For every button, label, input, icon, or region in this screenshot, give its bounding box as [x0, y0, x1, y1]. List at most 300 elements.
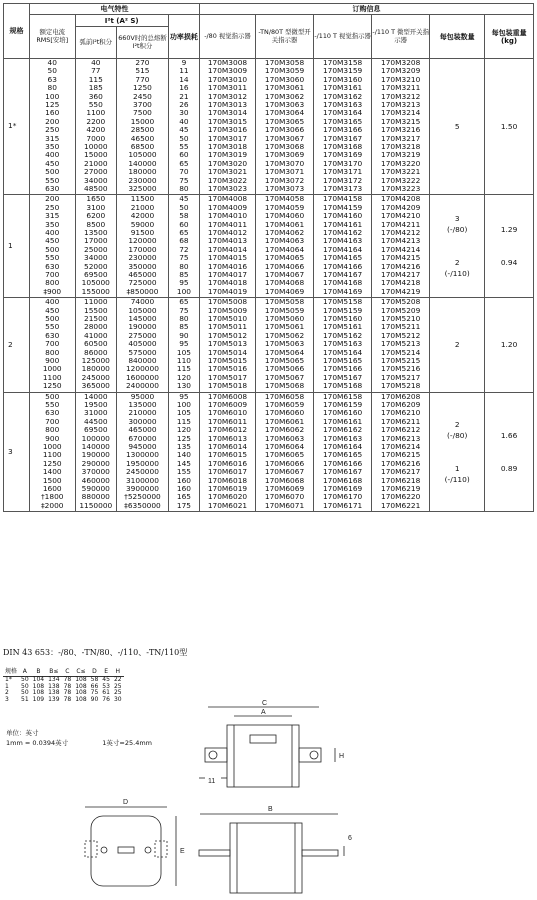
dimension-header-cell: H	[112, 669, 124, 676]
cell-prearc: 245000	[81, 372, 110, 382]
cell-tn110: 170M3215	[381, 116, 421, 126]
cell-prearc: 1650	[86, 194, 106, 204]
column-tn110	[372, 59, 430, 195]
column-c110	[314, 392, 372, 512]
cell-total: 91500	[130, 228, 155, 238]
cell-c80: 170M5014	[207, 347, 248, 357]
cell-c110: 170M5164	[322, 347, 363, 357]
cell-prearc: 140000	[81, 442, 110, 452]
column-prearc	[75, 195, 116, 298]
cell-prearc: 880000	[81, 492, 110, 502]
cell-tn110: 170M3223	[381, 184, 421, 194]
dimension-cell: 108	[75, 696, 87, 704]
cell-c110: 170M6167	[322, 467, 363, 477]
cell-tn80: 170M4065	[264, 253, 305, 263]
dimension-cell: 108	[75, 682, 87, 690]
label-b: B	[268, 806, 273, 813]
cell-c80: 170M5015	[207, 356, 248, 366]
cell-total: 170000	[128, 244, 157, 254]
cell-c110: 170M4158	[322, 194, 363, 204]
cell-tn80: 170M4066	[264, 261, 305, 271]
column-c80	[199, 298, 255, 392]
cell-total: 1300000	[125, 450, 159, 460]
cell-tn80: 170M4058	[264, 194, 305, 204]
header-c110: -/110 T 视觉指示器	[314, 15, 372, 59]
cell-c110: 170M3160	[322, 74, 363, 84]
column-c110	[314, 59, 372, 195]
cell-loss: 80	[179, 314, 189, 323]
cell-prearc: 4200	[86, 125, 106, 135]
cell-prearc: 13500	[84, 228, 108, 238]
cell-current: 160	[45, 108, 60, 118]
dimension-cell: 51	[21, 696, 29, 704]
cell-prearc: 41000	[84, 330, 108, 340]
cell-prearc: 550	[88, 100, 103, 110]
cell-current: ‡900	[43, 286, 62, 296]
cell-c110: 170M3167	[322, 133, 363, 143]
cell-c110: 170M4163	[322, 236, 363, 246]
rms-label: RMS[安培]	[36, 35, 69, 44]
cell-prearc: 290000	[81, 458, 110, 468]
column-prearc	[75, 392, 116, 512]
cell-loss: 72	[179, 244, 189, 254]
fuse-dimension-drawing	[0, 690, 537, 900]
cell-prearc: 25000	[84, 244, 108, 254]
cell-loss: 68	[179, 236, 189, 246]
dimension-cell: 50	[21, 682, 29, 690]
cell-current: 1250	[42, 381, 62, 391]
cell-c80: 170M5016	[207, 364, 248, 374]
cell-tn110: 170M5212	[381, 330, 421, 340]
cell-prearc: 69500	[84, 425, 108, 435]
cell-c110: 170M4166	[322, 261, 363, 271]
cell-loss: 16	[179, 83, 189, 93]
dimension-cell: 53	[102, 682, 110, 690]
cell-prearc: 8500	[86, 219, 106, 229]
cell-prearc: 6200	[86, 211, 106, 221]
dimension-cell: 134	[48, 675, 60, 683]
cell-c110: 170M4168	[322, 278, 363, 288]
cell-c110: 170M5158	[322, 297, 363, 307]
pack-weight	[485, 195, 534, 298]
cell-total: 105000	[128, 150, 157, 160]
cell-prearc: 48500	[84, 184, 108, 194]
inch-to-mm: 1英寸=25.4mm	[102, 739, 152, 747]
cell-tn110: 170M6213	[381, 433, 421, 443]
cell-current: 630	[45, 261, 60, 271]
cell-tn80: 170M3073	[264, 184, 305, 194]
cell-tn80: 170M3069	[264, 150, 305, 160]
cell-total: 770	[135, 74, 150, 84]
cell-tn80: 170M3064	[264, 108, 305, 118]
column-total	[117, 392, 169, 512]
cell-c110: 170M6171	[322, 500, 363, 510]
cell-loss: 50	[179, 133, 189, 143]
cell-tn110: 170M5213	[381, 339, 421, 349]
cell-tn80: 170M4063	[264, 236, 305, 246]
cell-loss: 58	[179, 211, 189, 221]
cell-prearc: 7000	[86, 133, 106, 143]
cell-loss: 160	[176, 484, 191, 494]
cell-tn110: 170M4219	[381, 286, 421, 296]
cell-c110: 170M6159	[322, 399, 363, 409]
cell-c80: 170M3020	[207, 158, 248, 168]
cell-current: 200	[45, 194, 60, 204]
cell-loss: 80	[179, 184, 189, 194]
cell-tn110: 170M3209	[381, 66, 421, 76]
cell-tn80: 170M3070	[264, 158, 305, 168]
cell-loss: 165	[176, 492, 191, 502]
cell-current: 630	[45, 330, 60, 340]
cell-loss: 30	[179, 108, 189, 118]
cell-current: 630	[45, 408, 60, 418]
cell-total: 405000	[128, 339, 157, 349]
size-cell: 2	[4, 298, 30, 392]
cell-tn110: 170M4209	[381, 202, 421, 212]
dimension-cell: 78	[63, 675, 72, 683]
cell-c80: 170M3013	[207, 100, 248, 110]
cell-current: 80	[47, 83, 57, 93]
header-pack-weight: 每包装重量 (kg)	[485, 15, 534, 59]
cell-prearc: 27000	[84, 167, 108, 177]
cell-tn110: 170M4215	[381, 253, 421, 263]
cell-prearc: 360	[88, 91, 103, 101]
column-tn80	[255, 195, 313, 298]
cell-total: 275000	[128, 330, 157, 340]
cell-c80: 170M4008	[207, 194, 248, 204]
cell-tn110: 170M4208	[381, 194, 421, 204]
column-current	[29, 59, 75, 195]
cell-c110: 170M6163	[322, 433, 363, 443]
cell-tn110: 170M5216	[381, 364, 421, 374]
unit-label: 单位：英寸	[6, 729, 39, 737]
cell-current: 800	[45, 425, 60, 435]
cell-loss: 60	[179, 150, 189, 160]
column-total	[117, 195, 169, 298]
cell-c110: 170M3171	[322, 167, 363, 177]
cell-c80: 170M6017	[207, 467, 248, 477]
cell-c110: 170M6164	[322, 442, 363, 452]
rated-current-label: 额定电流	[39, 28, 66, 37]
cell-total: 945000	[128, 442, 157, 452]
cell-prearc: 11000	[84, 297, 108, 307]
cell-current: 250	[45, 202, 60, 212]
cell-loss: 21	[179, 91, 189, 101]
cell-current: 700	[45, 416, 60, 426]
column-tn80	[255, 298, 313, 392]
cell-c110: 170M5168	[322, 381, 363, 391]
cell-tn80: 170M5058	[264, 297, 305, 307]
cell-loss: 140	[176, 450, 191, 460]
cell-current: 450	[45, 236, 60, 246]
cell-tn80: 170M3066	[264, 125, 305, 135]
cell-c80: 170M3023	[207, 184, 248, 194]
cell-c80: 170M4010	[207, 211, 248, 221]
cell-current: †1800	[40, 492, 64, 502]
cell-total: 3700	[133, 100, 152, 110]
cell-prearc: 365000	[81, 381, 110, 391]
cell-prearc: 21500	[84, 314, 108, 323]
cell-c110: 170M5160	[322, 314, 363, 323]
cell-tn80: 170M3058	[264, 58, 305, 67]
cell-total: 230000	[128, 253, 157, 263]
column-tn80	[255, 59, 313, 195]
cell-total: 190000	[128, 322, 157, 332]
cell-c80: 170M6015	[207, 450, 248, 460]
cell-c80: 170M4017	[207, 270, 248, 280]
cell-total: 145000	[128, 314, 157, 323]
cell-current: 50	[47, 66, 57, 76]
cell-prearc: 17000	[84, 236, 108, 246]
cell-prearc: 155000	[81, 286, 110, 296]
cell-tn110: 170M3208	[381, 58, 421, 67]
size-cell: 3	[4, 392, 30, 512]
dimension-cell: 108	[75, 689, 87, 697]
cell-c80: 170M3017	[207, 133, 248, 143]
cell-tn80: 170M4059	[264, 202, 305, 212]
dimension-cell: 108	[32, 682, 45, 690]
cell-loss: 26	[179, 100, 189, 110]
cell-loss: 135	[176, 442, 191, 452]
label-h: H	[339, 753, 345, 760]
pack-qty-value: 1	[454, 463, 460, 473]
cell-tn80: 170M4064	[264, 244, 305, 254]
label-c: C	[262, 700, 268, 707]
cell-prearc: 10000	[84, 142, 108, 152]
cell-current: 450	[45, 158, 60, 168]
cell-total: 95000	[130, 392, 155, 401]
cell-c110: 170M6162	[322, 425, 363, 435]
cell-prearc: 14000	[84, 392, 108, 401]
cell-tn80: 170M6060	[264, 408, 305, 418]
column-prearc	[75, 59, 116, 195]
column-tn110	[372, 195, 430, 298]
cell-loss: 95	[179, 339, 189, 349]
pack-weight	[485, 59, 534, 195]
pack-weight-value: 0.89	[500, 463, 518, 473]
cell-tn80: 170M3065	[264, 116, 305, 126]
cell-tn110: 170M4213	[381, 236, 421, 246]
cell-loss: 65	[179, 228, 189, 238]
cell-c110: 170M4161	[322, 219, 363, 229]
cell-current: 350	[45, 142, 60, 152]
cell-prearc: 60500	[84, 339, 108, 349]
pack-qty-value: (-/80)	[447, 430, 468, 440]
cell-loss: 145	[176, 458, 191, 468]
cell-c80: 170M4019	[207, 286, 248, 296]
cell-tn110: 170M5210	[381, 314, 421, 323]
cell-loss: 130	[176, 381, 191, 391]
cell-tn110: 170M4211	[381, 219, 421, 229]
cell-c80: 170M6016	[207, 458, 248, 468]
cell-loss: 9	[181, 58, 187, 67]
dimension-cell: 25	[113, 689, 122, 697]
cell-current: 700	[45, 270, 60, 280]
cell-prearc: 115	[88, 74, 103, 84]
header-pack-qty: 每包装数量	[430, 15, 485, 59]
cell-current: 500	[45, 314, 60, 323]
cell-c80: 170M4016	[207, 261, 248, 271]
column-loss	[168, 195, 199, 298]
size-cell: 1	[4, 195, 30, 298]
cell-total: 670000	[128, 433, 157, 443]
dimension-header-cell: B	[31, 669, 46, 676]
dimension-cell: 30	[113, 696, 122, 704]
cell-c110: 170M6169	[322, 484, 363, 494]
dimension-header-cell: E	[100, 669, 112, 676]
dimension-cell: 75	[90, 689, 99, 697]
cell-total: 1200000	[125, 364, 159, 374]
cell-total: 515	[135, 66, 150, 76]
cell-current: 315	[45, 211, 60, 221]
cell-prearc: 190000	[81, 450, 110, 460]
header-tn80: -TN/80T 型微型开关指示器	[255, 15, 313, 59]
cell-prearc: 40	[91, 58, 101, 67]
cell-current: 900	[45, 356, 60, 366]
cell-total: 28500	[130, 125, 155, 135]
cell-tn80: 170M4060	[264, 211, 305, 221]
cell-current: 550	[45, 175, 60, 185]
cell-total: 15000	[130, 116, 155, 126]
cell-tn110: 170M6217	[381, 467, 421, 477]
cell-total: 59000	[130, 219, 155, 229]
dimension-header-cell: D	[89, 669, 101, 676]
cell-prearc: 2200	[86, 116, 106, 126]
cell-loss: 155	[176, 467, 191, 477]
standard-note: DIN 43 653：-/80、-TN/80、-/110、-TN/110型	[3, 648, 188, 657]
cell-c80: 170M3014	[207, 108, 248, 118]
cell-total: 325000	[128, 184, 157, 194]
label-a: A	[261, 709, 266, 716]
cell-current: 800	[45, 347, 60, 357]
cell-current: 63	[47, 74, 57, 84]
pack-qty	[430, 392, 485, 512]
cell-current: 550	[45, 399, 60, 409]
cell-loss: 115	[176, 416, 191, 426]
cell-total: 105000	[128, 305, 157, 315]
cell-c80: 170M3016	[207, 125, 248, 135]
cell-prearc: 15000	[84, 150, 108, 160]
cell-c110: 170M5159	[322, 305, 363, 315]
cell-total: 3900000	[125, 484, 159, 494]
pack-weight-value: 1.66	[500, 430, 518, 440]
cell-tn110: 170M6219	[381, 484, 421, 494]
cell-tn80: 170M3059	[264, 66, 305, 76]
cell-tn110: 170M3213	[381, 100, 421, 110]
cell-loss: 125	[176, 433, 191, 443]
cell-prearc: 370000	[81, 467, 110, 477]
header-i2t: I²t (A² S)	[75, 15, 168, 27]
column-c110	[314, 298, 372, 392]
cell-prearc: 180000	[81, 364, 110, 374]
cell-tn80: 170M6071	[264, 500, 305, 510]
column-loss	[168, 59, 199, 195]
cell-c110: 170M3165	[322, 116, 363, 126]
cell-current: 400	[45, 297, 60, 307]
header-power-loss: 功率损耗	[168, 15, 199, 59]
cell-prearc: 15500	[84, 305, 108, 315]
cell-c80: 170M6021	[207, 500, 248, 510]
cell-tn80: 170M3071	[264, 167, 305, 177]
cell-c80: 170M6018	[207, 475, 248, 485]
cell-prearc: 86000	[84, 347, 108, 357]
cell-tn110: 170M6221	[381, 500, 421, 510]
cell-total: 210000	[128, 408, 157, 418]
cell-prearc: 28000	[84, 322, 108, 332]
cell-c110: 170M5163	[322, 339, 363, 349]
cell-tn80: 170M6069	[264, 484, 305, 494]
cell-loss: 11	[179, 66, 189, 76]
header-electrical: 电气特性	[29, 4, 199, 15]
column-loss	[168, 298, 199, 392]
cell-prearc: 19500	[84, 399, 108, 409]
cell-current: 1400	[42, 467, 62, 477]
column-tn110	[372, 298, 430, 392]
column-c80	[199, 392, 255, 512]
cell-loss: 100	[176, 399, 191, 409]
cell-total: 7500	[133, 108, 152, 118]
cell-current: 250	[45, 125, 60, 135]
cell-c110: 170M4169	[322, 286, 363, 296]
column-total	[117, 298, 169, 392]
pack-weight	[485, 298, 534, 392]
cell-tn110: 170M4218	[381, 278, 421, 288]
cell-loss: 14	[179, 74, 189, 84]
cell-c80: 170M4012	[207, 228, 248, 238]
cell-current: 1600	[42, 484, 62, 494]
cell-tn80: 170M5067	[264, 372, 305, 382]
cell-total: 2450000	[125, 467, 159, 477]
cell-current: 550	[45, 322, 60, 332]
dimension-cell: 2	[5, 689, 9, 697]
pack-qty-value: 5	[454, 122, 460, 132]
cell-c80: 170M6013	[207, 433, 248, 443]
cell-loss: 65	[179, 297, 189, 307]
column-current	[29, 392, 75, 512]
label-6: 6	[348, 835, 352, 842]
cell-c110: 170M6160	[322, 408, 363, 418]
cell-tn110: 170M5215	[381, 356, 421, 366]
cell-tn80: 170M6066	[264, 458, 305, 468]
dimension-cell: 61	[102, 689, 110, 697]
cell-tn110: 170M6220	[381, 492, 421, 502]
pack-qty	[430, 59, 485, 195]
cell-total: 230000	[128, 175, 157, 185]
cell-current: 500	[45, 167, 60, 177]
cell-c80: 170M6008	[207, 392, 248, 401]
cell-c80: 170M6019	[207, 484, 248, 494]
cell-total: 42000	[130, 211, 155, 221]
cell-c80: 170M4013	[207, 236, 248, 246]
cell-tn80: 170M6062	[264, 425, 305, 435]
cell-loss: 175	[176, 500, 191, 510]
cell-loss: 55	[179, 142, 189, 152]
cell-tn110: 170M5217	[381, 372, 421, 382]
dimension-header-cell: A	[19, 669, 31, 676]
dimension-cell: 138	[48, 689, 60, 697]
cell-current: 1000	[42, 364, 62, 374]
cell-tn80: 170M5066	[264, 364, 305, 374]
column-tn80	[255, 392, 313, 512]
dimension-cell: 25	[113, 682, 122, 690]
cell-tn110: 170M3212	[381, 91, 421, 101]
cell-c110: 170M6158	[322, 392, 363, 401]
size-group-row	[4, 195, 534, 298]
size-cell: 1*	[4, 59, 30, 195]
cell-c80: 170M3015	[207, 116, 248, 126]
pack-weight-value: 0.94	[500, 258, 518, 268]
cell-c110: 170M4167	[322, 270, 363, 280]
